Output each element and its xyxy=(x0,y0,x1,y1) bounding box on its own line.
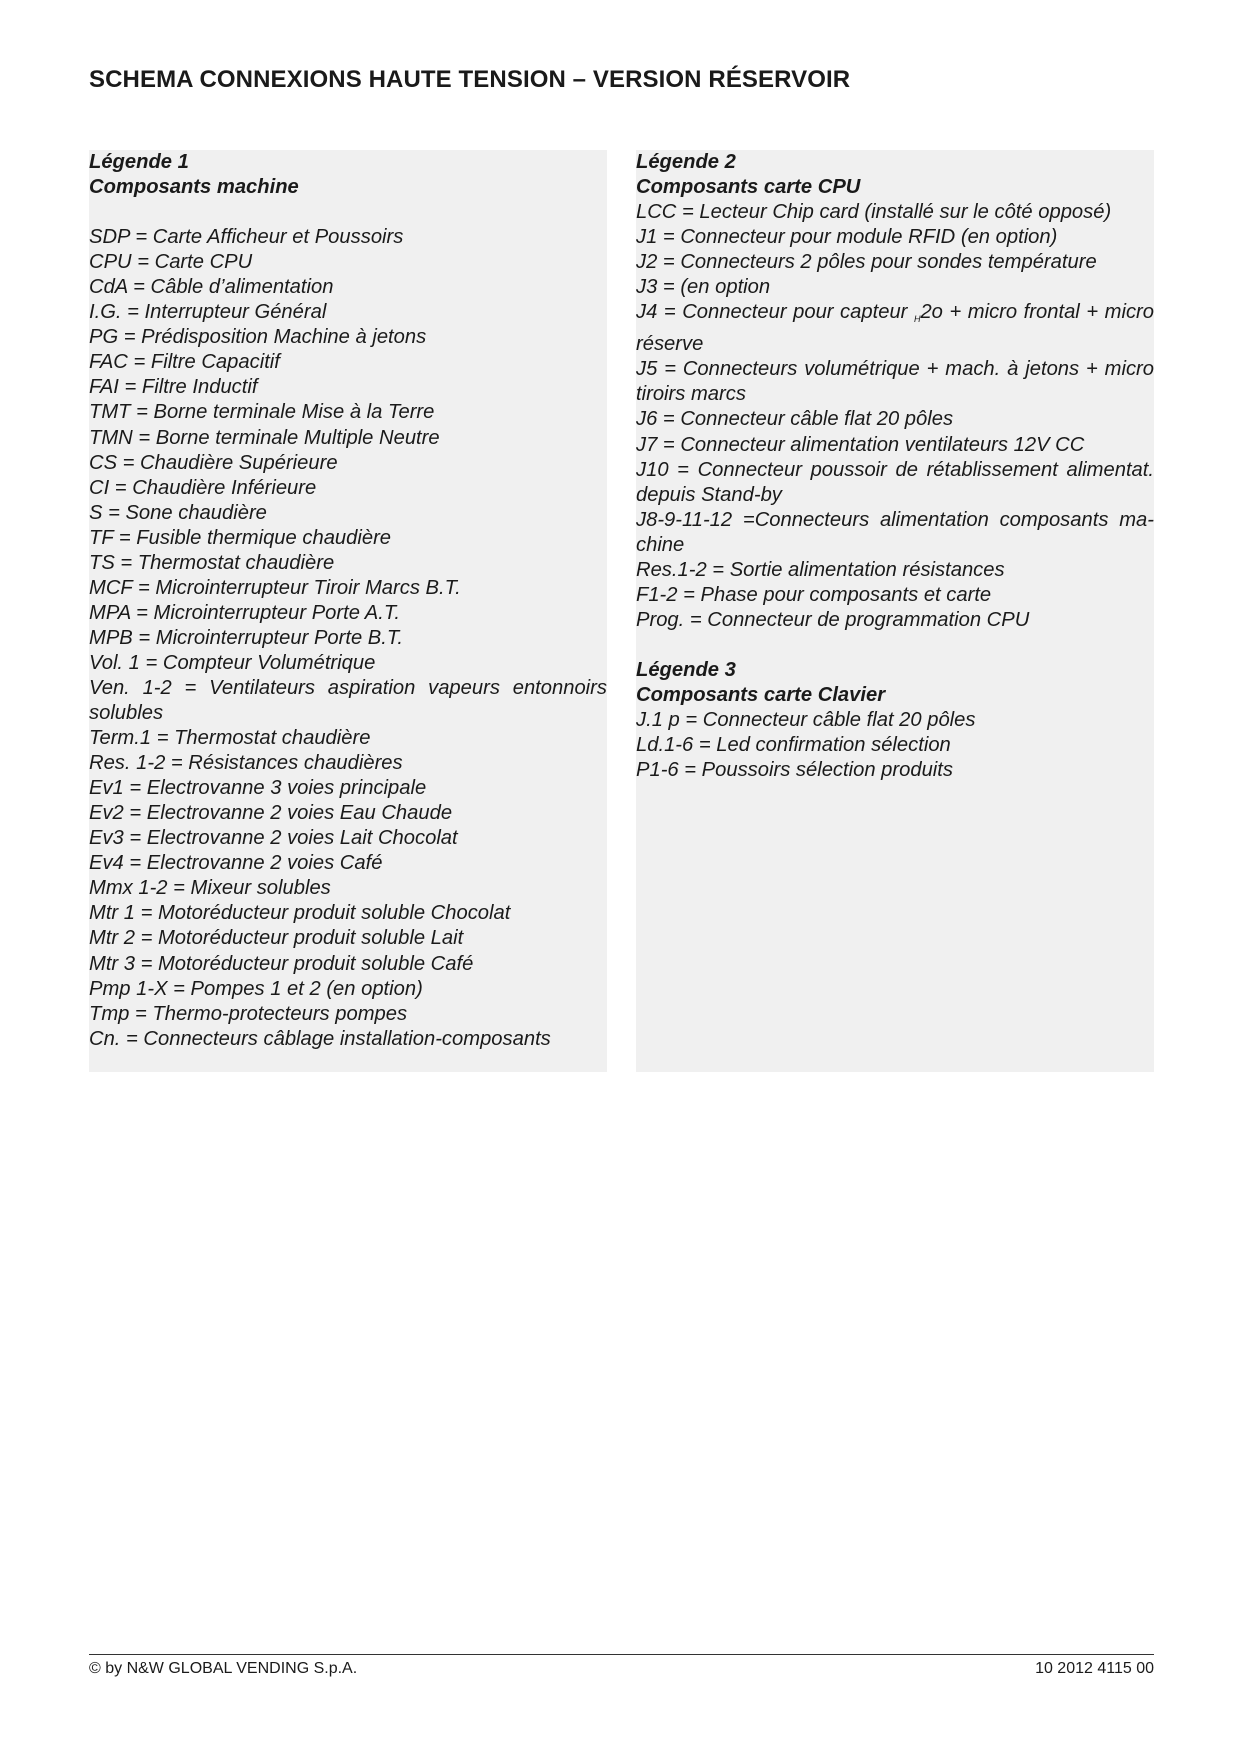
legend-1-item: TF = Fusible thermique chaudière xyxy=(89,526,392,549)
legend-1-item: PG = Prédisposition Machine à jetons xyxy=(89,326,427,349)
legend-1-item: FAC = Filtre Capacitif xyxy=(89,351,280,374)
legend-1-item: Ev4 = Electrovanne 2 voies Café xyxy=(89,852,383,875)
legend-2-item: J1 = Connecteur pour module RFID (en option) xyxy=(636,226,1058,249)
legend-1-item: Ev1 = Electrovanne 3 voies principale xyxy=(89,777,427,800)
legend-1-item: Vol. 1 = Compteur Volumétrique xyxy=(89,651,376,674)
legend-1-item: MCF = Microinterrupteur Tiroir Marcs B.T. xyxy=(89,576,461,599)
legend-1-item: Res. 1-2 = Résistances chaudières xyxy=(89,752,403,775)
legend-1-subheading: Composants machine xyxy=(89,176,299,199)
spacer xyxy=(89,200,607,225)
legend-2-item: Prog. = Connecteur de programmation CPU xyxy=(636,608,1030,631)
legend-2-item: J7 = Connecteur alimentation ventilateurs 12V CC xyxy=(636,433,1085,456)
j4-subscript: H xyxy=(913,314,921,325)
legend-2-item: J6 = Connecteur câble flat 20 pôles xyxy=(636,408,954,431)
footer-document-number: 10 2012 4115 00 xyxy=(1035,1660,1154,1677)
legend-3-heading: Légende 3 xyxy=(636,658,736,681)
legend-2-item: F1-2 = Phase pour composants et carte xyxy=(636,583,992,606)
legend-1-item: Ev3 = Electrovanne 2 voies Lait Chocolat xyxy=(89,827,458,850)
legend-1-item: S = Sone chaudière xyxy=(89,501,267,524)
legend-3-item: P1-6 = Poussoirs sélection produits xyxy=(636,759,953,782)
legend-1-item: CPU = Carte CPU xyxy=(89,251,253,274)
legend-1-item: Mmx 1-2 = Mixeur solubles xyxy=(89,877,331,900)
footer-divider xyxy=(89,1654,1154,1655)
legend-2-item-j4 xyxy=(636,300,1154,357)
legend-1-item: Cn. = Connecteurs câblage installation-composants xyxy=(89,1027,551,1050)
legend-3-item: Ld.1-6 = Led confirmation sélection xyxy=(636,734,951,757)
legend-2-item: Res.1-2 = Sortie alimentation résistances xyxy=(636,558,1005,581)
legend-2-item: J8-9-11-12 =Connecteurs alimentation composants machine xyxy=(636,508,1154,556)
legend-1-item: Ev2 = Electrovanne 2 voies Eau Chaude xyxy=(89,802,453,825)
legend-1-item: I.G. = Interrupteur Général xyxy=(89,301,327,324)
legend-1-item: MPA = Microinterrupteur Porte A.T. xyxy=(89,601,400,624)
legend-1-item: CI = Chaudière Inférieure xyxy=(89,476,317,499)
legend-1-item: SDP = Carte Afficheur et Poussoirs xyxy=(89,226,404,249)
legend-1-item: MPB = Microinterrupteur Porte B.T. xyxy=(89,626,403,649)
legend-1-item: Mtr 1 = Motoréducteur produit soluble Chocolat xyxy=(89,902,511,925)
legend-2-item: J2 = Connecteurs 2 pôles pour sondes température xyxy=(636,251,1097,274)
legend-2-item: J5 = Connecteurs volumétrique + mach. à jetons + micro tiroirs marcs xyxy=(636,358,1154,406)
legend-1-item: Mtr 3 = Motoréducteur produit soluble Café xyxy=(89,952,474,975)
legend-1-item: TMN = Borne terminale Multiple Neutre xyxy=(89,426,440,449)
legend-2-heading: Légende 2 xyxy=(636,151,736,173)
footer-copyright: © by N&W GLOBAL VENDING S.p.A. xyxy=(89,1660,358,1677)
legend-3-subheading: Composants carte Clavier xyxy=(636,683,886,706)
legend-1-heading: Légende 1 xyxy=(89,151,189,173)
legend-1-item: TS = Thermostat chaudière xyxy=(89,551,335,574)
legend-2-item: LCC = Lecteur Chip card (installé sur le côté opposé) xyxy=(636,201,1112,224)
page-title: SCHEMA CONNEXIONS HAUTE TENSION – VERSION RÉSERVOIR xyxy=(89,66,851,93)
legend-2-item: J3 = (en option xyxy=(636,276,771,299)
legend-1-item: FAI = Filtre Inductif xyxy=(89,376,258,399)
j4-text-end: 2o + micro frontal + micro réserve xyxy=(636,301,1155,356)
legend-1-panel xyxy=(89,150,607,1072)
legend-2-item: J10 = Connecteur poussoir de rétablissement alimentat. depuis Stand-by xyxy=(636,458,1154,506)
spacer xyxy=(636,633,1154,658)
legend-1-item: Pmp 1-X = Pompes 1 et 2 (en option) xyxy=(89,977,423,1000)
legend-1-item: CdA = Câble d’alimentation xyxy=(89,276,334,299)
legend-1-item: Ven. 1-2 = Ventilateurs aspiration vapeurs entonnoirs solubles xyxy=(89,676,607,725)
legend-1-item: CS = Chaudière Supérieure xyxy=(89,451,338,474)
legend-3-item: J.1 p = Connecteur câble flat 20 pôles xyxy=(636,709,976,732)
legend-1-item: Mtr 2 = Motoréducteur produit soluble Lait xyxy=(89,927,464,950)
j4-text-start: J4 = Connecteur pour capteur xyxy=(636,301,914,324)
legend-1-item: TMT = Borne terminale Mise à la Terre xyxy=(89,401,435,424)
legend-1-item: Tmp = Thermo-protecteurs pompes xyxy=(89,1002,408,1025)
legend-1-item: Term.1 = Thermostat chaudière xyxy=(89,727,371,750)
legend-2-3-panel xyxy=(636,150,1154,1072)
legend-2-subheading: Composants carte CPU xyxy=(636,176,861,199)
